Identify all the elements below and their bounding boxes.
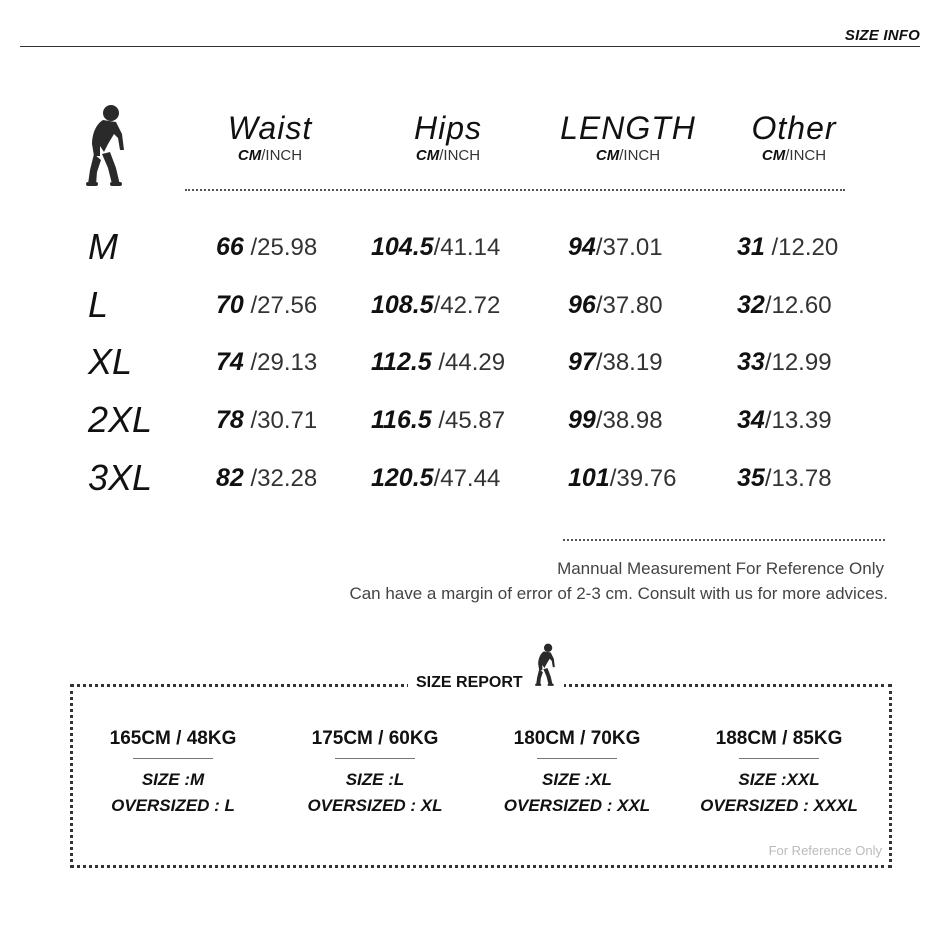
report-size: SIZE :L xyxy=(345,770,405,789)
hips-value: 104.5/41.14 xyxy=(371,233,501,261)
report-item xyxy=(78,726,268,819)
table-row xyxy=(0,224,950,270)
size-report-title: SIZE REPORT xyxy=(408,674,531,692)
size-label: L xyxy=(88,284,109,325)
column-header-hips xyxy=(358,110,538,166)
notes-divider xyxy=(563,539,885,541)
report-measure: 188CM / 85KG xyxy=(715,728,843,749)
column-unit: CM/INCH xyxy=(415,147,481,164)
report-item xyxy=(482,726,672,819)
size-label: 2XL xyxy=(88,399,153,440)
report-item xyxy=(684,726,874,819)
header-rule xyxy=(20,46,920,47)
column-unit: CM/INCH xyxy=(595,147,661,164)
header-divider xyxy=(185,189,845,191)
report-underline xyxy=(335,758,415,759)
report-size: SIZE :XL xyxy=(542,770,612,789)
waist-value: 82 /32.28 xyxy=(216,464,318,492)
header-title: SIZE INFO xyxy=(844,27,920,44)
length-value: 94/37.01 xyxy=(568,233,663,261)
walking-figure-icon xyxy=(84,104,130,188)
report-measure: 175CM / 60KG xyxy=(311,728,439,749)
report-size: SIZE :M xyxy=(141,770,205,789)
hips-value: 108.5/42.72 xyxy=(371,291,501,319)
table-row xyxy=(0,282,950,328)
report-underline xyxy=(537,758,617,759)
waist-value: 70 /27.56 xyxy=(216,291,318,319)
size-label: XL xyxy=(88,341,133,382)
table-row xyxy=(0,339,950,385)
column-name: Waist xyxy=(227,110,313,146)
hips-value: 112.5 /44.29 xyxy=(371,348,506,376)
column-header-other xyxy=(704,110,884,166)
column-name: Hips xyxy=(413,110,482,146)
table-row xyxy=(0,455,950,501)
waist-value: 78 /30.71 xyxy=(216,406,318,434)
other-value: 34/13.39 xyxy=(737,406,832,434)
column-header-waist xyxy=(180,110,360,166)
size-label: M xyxy=(88,226,118,267)
report-oversized: OVERSIZED : XXXL xyxy=(700,796,858,815)
hips-value: 116.5 /45.87 xyxy=(371,406,506,434)
hips-value: 120.5/47.44 xyxy=(371,464,501,492)
margin-note: Can have a margin of error of 2-3 cm. Consult with us for more advices. xyxy=(349,584,888,603)
other-value: 33/12.99 xyxy=(737,348,832,376)
length-value: 101/39.76 xyxy=(568,464,677,492)
report-underline xyxy=(739,758,819,759)
report-item xyxy=(280,726,470,819)
column-name: Other xyxy=(751,110,837,146)
reference-note: Mannual Measurement For Reference Only xyxy=(557,559,884,578)
report-measure: 165CM / 48KG xyxy=(109,728,237,749)
other-value: 35/13.78 xyxy=(737,464,832,492)
length-value: 96/37.80 xyxy=(568,291,663,319)
waist-value: 74 /29.13 xyxy=(216,348,318,376)
other-value: 31 /12.20 xyxy=(737,233,839,261)
report-oversized: OVERSIZED : XL xyxy=(307,796,443,815)
reference-footnote: For Reference Only xyxy=(768,843,882,858)
size-label: 3XL xyxy=(88,457,153,498)
column-unit: CM/INCH xyxy=(761,147,827,164)
length-value: 99/38.98 xyxy=(568,406,663,434)
other-value: 32/12.60 xyxy=(737,291,832,319)
walking-figure-icon xyxy=(528,642,564,693)
waist-value: 66 /25.98 xyxy=(216,233,318,261)
length-value: 97/38.19 xyxy=(568,348,663,376)
table-row xyxy=(0,397,950,443)
column-header-length xyxy=(538,110,718,166)
report-oversized: OVERSIZED : L xyxy=(111,796,235,815)
report-measure: 180CM / 70KG xyxy=(513,728,641,749)
column-unit: CM/INCH xyxy=(237,147,303,164)
column-name: LENGTH xyxy=(560,110,696,146)
report-oversized: OVERSIZED : XXL xyxy=(503,796,651,815)
report-underline xyxy=(133,758,213,759)
report-size: SIZE :XXL xyxy=(738,770,820,789)
